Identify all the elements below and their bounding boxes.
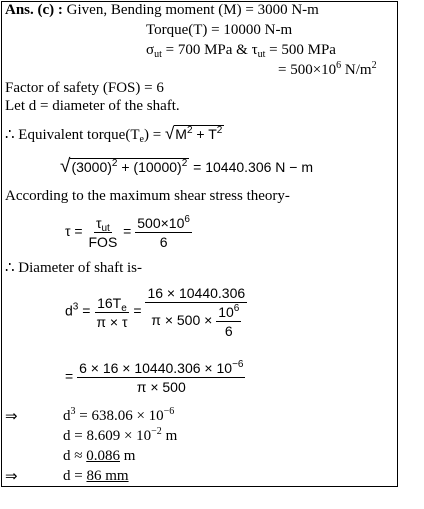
result-d-cubed: $d^3 = 638.06 \times 10^{-6}$ <box>63 406 175 424</box>
torque-line: Torque(T) = 10000 N-m <box>146 22 293 38</box>
equivalent-torque-eval: $√(3000)^2 + (10000)^2 = 10440.306$ N − m <box>60 156 314 177</box>
equivalent-torque-line: ∴ Equivalent $torque(T_e) = √M^2 + T^2$ <box>5 124 223 145</box>
implies-arrow-2: ⇒ <box>5 467 18 485</box>
tau-equation: τ = $\frac{\tau_{ut}}{\text{FOS}}$ = $\frac{500\times 10^6}{6}$ <box>65 214 190 250</box>
diameter-label: ∴ Diameter of shaft is- <box>5 260 142 276</box>
implies-arrow-1: ⇒ <box>5 407 18 425</box>
let-d-line: Let d = diameter of the shaft. <box>5 98 180 114</box>
tau-value-fraction: $\frac{500\times 10^6}{6}$ <box>137 214 190 250</box>
result-d-meters: $d = 8.609 \times 10^{-2}$ m <box>63 426 178 444</box>
tau-value-line: = $500\times 10^6$ $N/m^2$ <box>278 60 377 78</box>
tau-ut-fos-fraction: $\frac{\tau_{ut}}{\text{FOS}}$ <box>88 215 118 250</box>
d3-fraction-1: $\frac{16T_e}{\pi \times \tau}$ <box>96 294 128 330</box>
d-cubed-equation-1: $d^3$ = $\frac{16T_e}{\pi \times \tau}$ = 16 × 10440.306 π × 500 × $\frac{10^6}{6}$ <box>65 285 246 339</box>
result-d-mm: d = 86 mm <box>63 468 129 484</box>
nested-fraction: $\frac{10^6}{6}$ <box>218 303 240 339</box>
result-d-approx: d ≈ 0.086 m <box>63 448 136 464</box>
d3-fraction-3: $\frac{6 \times 16 \times 10440.306 \times 10^{-6}}{\pi \times 500}$ <box>79 359 244 395</box>
answer-label: Ans. (c) : <box>5 2 63 18</box>
d3-fraction-2: 16 × 10440.306 π × 500 × $\frac{10^6}{6}$ <box>147 285 246 339</box>
d-cubed-equation-2: = $\frac{6 \times 16 \times 10440.306 \times 10^{-6}}{\pi \times 500}$ <box>65 359 244 395</box>
theory-line: According to the maximum shear stress theory- <box>5 188 290 204</box>
given-line: Ans. (c) : Given, Bending moment (M) = 3000 N-m <box>5 2 319 18</box>
fos-line: Factor of safety (FOS) = 6 <box>5 80 164 96</box>
strength-line: $\sigma_{ut} = 700$ MPa & $\tau_{ut} = 500$ MPa <box>146 42 336 60</box>
